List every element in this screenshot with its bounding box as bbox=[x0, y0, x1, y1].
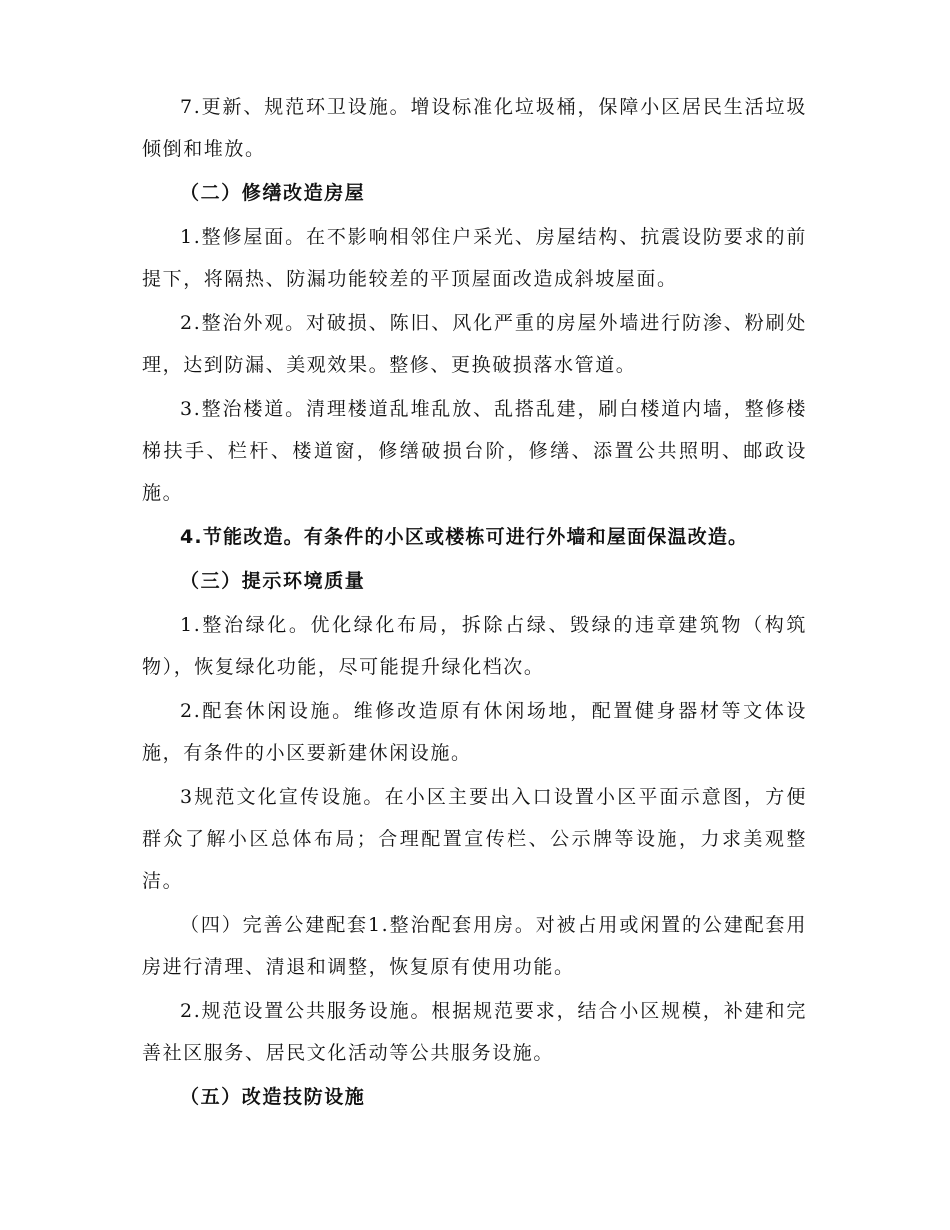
section-heading-2: （二）修缮改造房屋 bbox=[180, 182, 366, 204]
section-heading-3: （三）提示环境质量 bbox=[180, 570, 366, 592]
paragraph-item7-sanitation: 7.更新、规范环卫设施。增设标准化垃圾桶，保障小区居民生活垃圾倾倒和堆放。 bbox=[142, 96, 807, 160]
paragraph-roof-repair: 1.整修屋面。在不影响相邻住户采光、房屋结构、抗震设防要求的前提下，将隔热、防漏功能较差的平顶屋面改造成斜坡屋面。 bbox=[142, 226, 807, 290]
section-heading-5: （五）改造技防设施 bbox=[180, 1086, 366, 1108]
paragraph-culture: 3规范文化宣传设施。在小区主要出入口设置小区平面示意图，方便群众了解小区总体布局；合理配置宣传栏、公示牌等设施，力求美观整洁。 bbox=[142, 786, 807, 892]
paragraph-leisure: 2.配套休闲设施。维修改造原有休闲场地，配置健身器材等文体设施，有条件的小区要新建休闲设施。 bbox=[142, 700, 807, 764]
paragraph-stairwell: 3.整治楼道。清理楼道乱堆乱放、乱搭乱建，刷白楼道内墙，整修楼梯扶手、栏杆、楼道窗，修缮破损台阶，修缮、添置公共照明、邮政设施。 bbox=[142, 398, 807, 504]
paragraph-greening: 1.整治绿化。优化绿化布局，拆除占绿、毁绿的违章建筑物（构筑物），恢复绿化功能，尽可能提升绿化档次。 bbox=[142, 614, 807, 678]
document-page bbox=[142, 86, 807, 1120]
paragraph-energy-saving: 4.节能改造。有条件的小区或楼栋可进行外墙和屋面保温改造。 bbox=[180, 526, 749, 548]
paragraph-public-facilities-section4: （四）完善公建配套1.整治配套用房。对被占用或闲置的公建配套用房进行清理、清退和调整，恢复原有使用功能。 bbox=[142, 914, 807, 978]
paragraph-exterior: 2.整治外观。对破损、陈旧、风化严重的房屋外墙进行防渗、粉刷处理，达到防漏、美观效果。整修、更换破损落水管道。 bbox=[142, 312, 807, 376]
paragraph-public-services: 2.规范设置公共服务设施。根据规范要求，结合小区规模，补建和完善社区服务、居民文化活动等公共服务设施。 bbox=[142, 1000, 807, 1064]
